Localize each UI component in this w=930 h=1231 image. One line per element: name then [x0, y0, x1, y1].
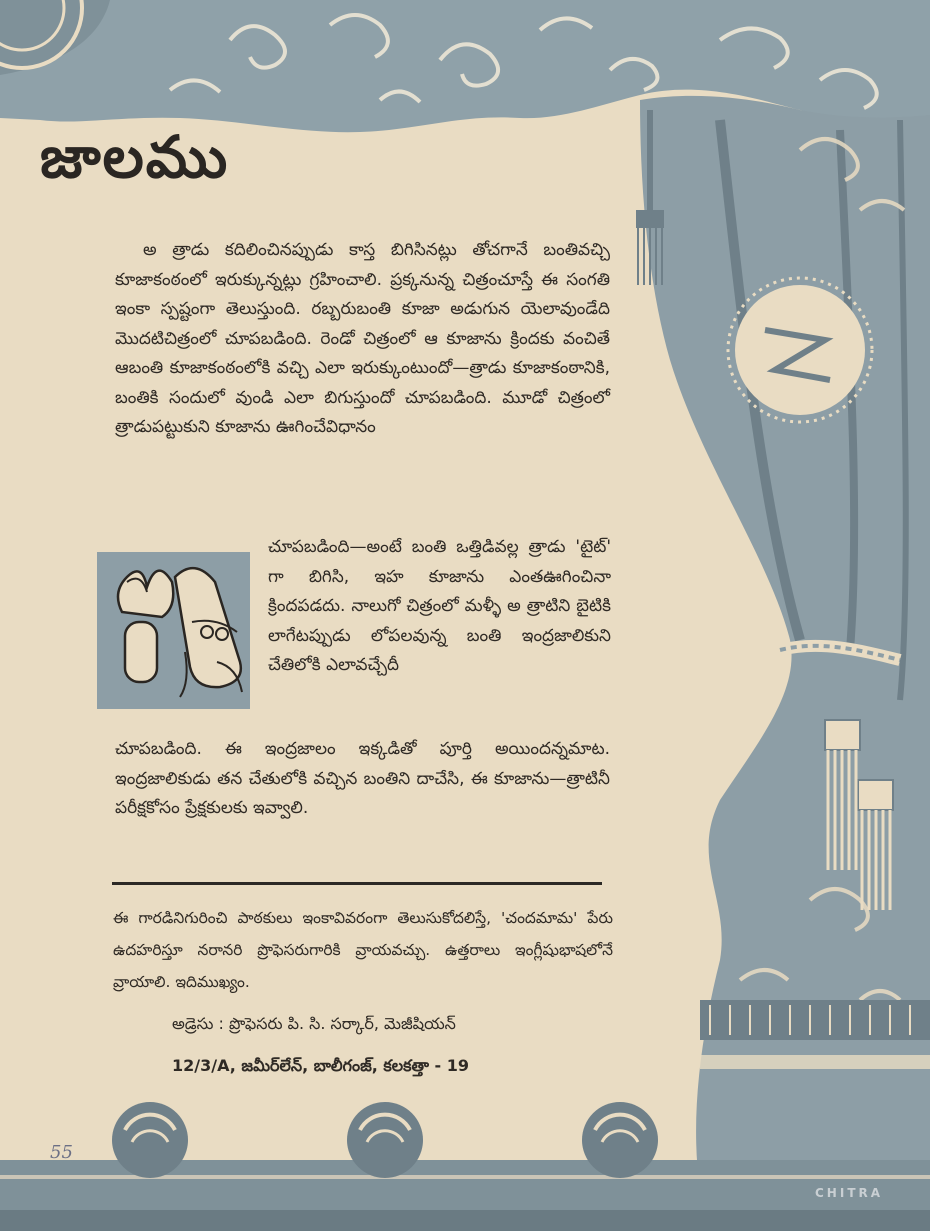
body-paragraph-continued: చూపబడింది. ఈ ఇంద్రజాలం ఇక్కడితో పూర్తి అయిందన్నమాట. ఇంద్రజాలికుడు తన చేతులోకి వచ్చిన బంతిని దాచేసి, ఈ కూజాను—త్రాటినీ పరీక్షకోసం ప్రేక్షకులకు ఇవ్వాలి. — [115, 739, 610, 818]
page-number: 55 — [50, 1142, 73, 1163]
section-divider — [112, 882, 602, 885]
address-line-2: 12/3/A, జమీర్‌లేన్, బాలీగంజ్, కలకత్తా - 19 — [172, 1056, 469, 1075]
body-paragraph-side: చూపబడింది—అంటే బంతి ఒత్తిడివల్ల త్రాడు 'టైట్' గా బిగిసి, ఇహ కూజాను ఎంతఊగించినా క్రిందపడదు. నాలుగో చిత్రంలో మళ్ళీ అ త్రాటిని బైటికి లాగేటప్పుడు లోపలవున్న బంతి ఇంద్రజాలికుని చేతిలోకి ఎలావచ్చేదీ — [268, 537, 611, 675]
jug-trick-illustration — [97, 552, 250, 709]
reader-note: ఈ గారడినిగురించి పాఠకులు ఇంకావివరంగా తెలుసుకోదలిస్తే, 'చందమామ' పేరు ఉదహరిస్తూ నరానరి ప్రొఫెసరుగారికి వ్రాయవచ్చు. ఉత్తరాలు ఇంగ్లీషుభాషలోనే వ్రాయాలి. ఇదిముఖ్యం. — [113, 909, 613, 991]
body-paragraph-main: అ త్రాడు కదిలించినప్పుడు కాస్త బిగిసినట్లు తోచగానే బంతివచ్చి కూజాకంఠంలో ఇరుక్కున్నట్లు గ్రహించాలి. ప్రక్కనున్న చిత్రంచూస్తే ఈ సంగతి ఇంకా స్పష్టంగా తెలుస్తుంది. రబ్బరుబంతి కూజా అడుగున యెలావుండేది మొదటిచిత్రంలో చూపబడింది. రెండో చిత్రంలో ఆ కూజాను క్రిందకు వంచితే ఆబంతి కూజాకంఠంలోకి వచ్చి ఎలా ఇరుక్కుంటుందో—త్రాడు కూజాకంఠానికి, బంతికి సందులో వుండి ఎలా బిగుస్తుందో చూపబడింది. మూడో చిత్రంలో త్రాడుపట్టుకుని కూజాను ఊగించేవిధానం — [115, 240, 610, 437]
artist-signature: CHITRA — [815, 1186, 884, 1200]
address-line-1: అడ్రెసు : ప్రొఫెసరు పి. సి. సర్కార్, మెజీషియన్ — [172, 1014, 456, 1033]
page-title: జాలము — [40, 123, 230, 191]
